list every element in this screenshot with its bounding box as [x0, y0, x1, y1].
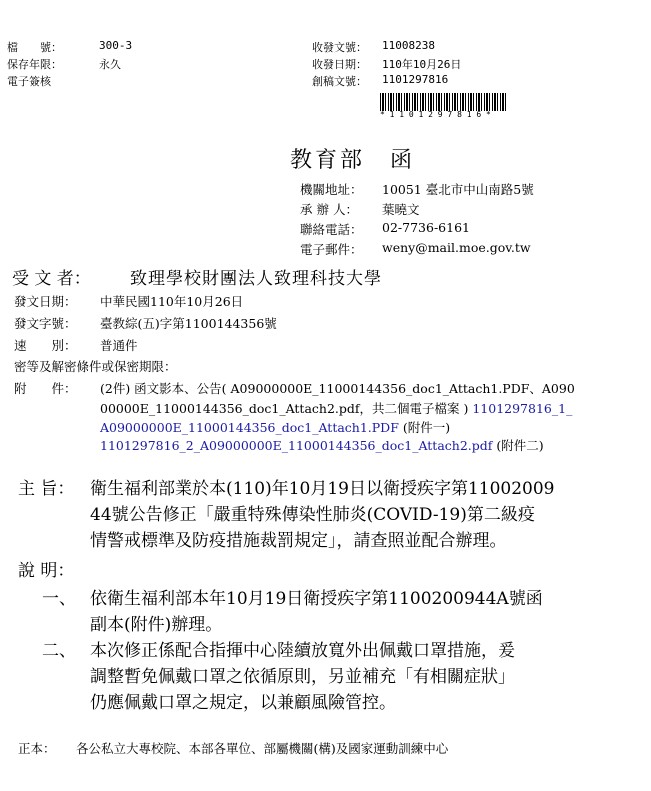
attach-note-2: (附件二)	[492, 438, 544, 453]
archive-no: 300-3	[99, 39, 133, 52]
cc-label: 正本：	[18, 741, 56, 756]
explanation-item-1-line1: 依衛生福利部本年10月19日衛授疾字第1100200944A號函	[90, 589, 543, 609]
explanation-label: 說 明：	[18, 561, 75, 581]
attach-line2: 00000E_11000144356_doc1_Attach2.pdf，共二個電子檔案 )	[100, 401, 473, 416]
explanation-item-2-num: 二、	[42, 641, 76, 661]
received-date: 110年10月26日	[382, 58, 462, 71]
received-no-label: 收發文號：	[312, 41, 367, 54]
date: 中華民國110年10月26日	[100, 294, 244, 309]
recipient-label: 受 文 者：	[12, 269, 91, 289]
handler-label: 承 辦 人：	[300, 202, 358, 217]
received-no: 11008238	[382, 39, 435, 52]
draft-no: 1101297816	[382, 73, 449, 86]
recipient: 致理學校財團法人致理科技大學	[130, 269, 382, 289]
draft-no-label: 創稿文號：	[312, 75, 367, 88]
ref: 臺教綜(五)字第1100144356號	[100, 316, 277, 331]
cc-text: 各公私立大專校院、本部各單位、部屬機關(構)及國家運動訓練中心	[76, 741, 449, 756]
explanation-item-1-line2: 副本(附件)辦理。	[90, 615, 223, 635]
phone-label: 聯絡電話：	[300, 222, 363, 237]
retention: 永久	[99, 58, 121, 71]
email-label: 電子郵件：	[300, 242, 363, 257]
attachment-link-1-cont[interactable]: A09000000E_11000144356_doc1_Attach1.PDF	[100, 420, 399, 435]
page-title: 教育部 函	[290, 148, 416, 173]
address-label: 機關地址：	[300, 182, 363, 197]
attach-line1: (2件) 函文影本、公告( A09000000E_11000144356_doc1_Attach1.PDF、A090	[100, 381, 575, 396]
handler: 葉曉文	[382, 202, 420, 217]
ref-label: 發文字號：	[14, 316, 77, 331]
explanation-item-2-line2: 調整暫免佩戴口罩之依循原則，另並補充「有相關症狀」	[90, 667, 515, 687]
retention-label: 保存年限：	[7, 58, 62, 71]
received-date-label: 收發日期：	[312, 58, 367, 71]
address: 10051 臺北市中山南路5號	[382, 182, 534, 197]
barcode-text: * 1 1 0 1 2 9 7 8 1 6 *	[380, 110, 491, 119]
email: weny@mail.moe.gov.tw	[382, 240, 531, 255]
subject-line3: 情警戒標準及防疫措施裁罰規定」，請查照並配合辦理。	[90, 531, 507, 551]
attachment-link-1[interactable]: 1101297816_1_	[472, 401, 573, 416]
explanation-item-2-line3: 仍應佩戴口罩之規定，以兼顧風險管控。	[90, 693, 396, 713]
subject-line1: 衛生福利部業於本(110)年10月19日以衛授疾字第11002009	[90, 479, 555, 499]
attach-note-1: (附件一)	[398, 420, 451, 435]
speed: 普通件	[100, 338, 138, 353]
archive-no-label: 檔 號：	[7, 41, 62, 54]
subject-line2: 44號公告修正「嚴重特殊傳染性肺炎(COVID-19)第二級疫	[90, 505, 535, 525]
secret-label: 密等及解密條件或保密期限：	[14, 359, 177, 374]
explanation-item-2-line1: 本次修正係配合指揮中心陸續放寬外出佩戴口罩措施，爰	[90, 641, 515, 661]
explanation-item-1-num: 一、	[42, 589, 76, 609]
attach-label: 附 件：	[14, 381, 77, 396]
subject-label: 主 旨：	[18, 479, 75, 499]
e-seal: 電子簽核	[7, 75, 51, 88]
attachment-link-2[interactable]: 1101297816_2_A09000000E_11000144356_doc1_Attach2.pdf	[100, 438, 493, 453]
speed-label: 速 別：	[14, 338, 77, 353]
phone: 02-7736-6161	[382, 220, 470, 235]
date-label: 發文日期：	[14, 294, 77, 309]
barcode	[380, 93, 508, 111]
